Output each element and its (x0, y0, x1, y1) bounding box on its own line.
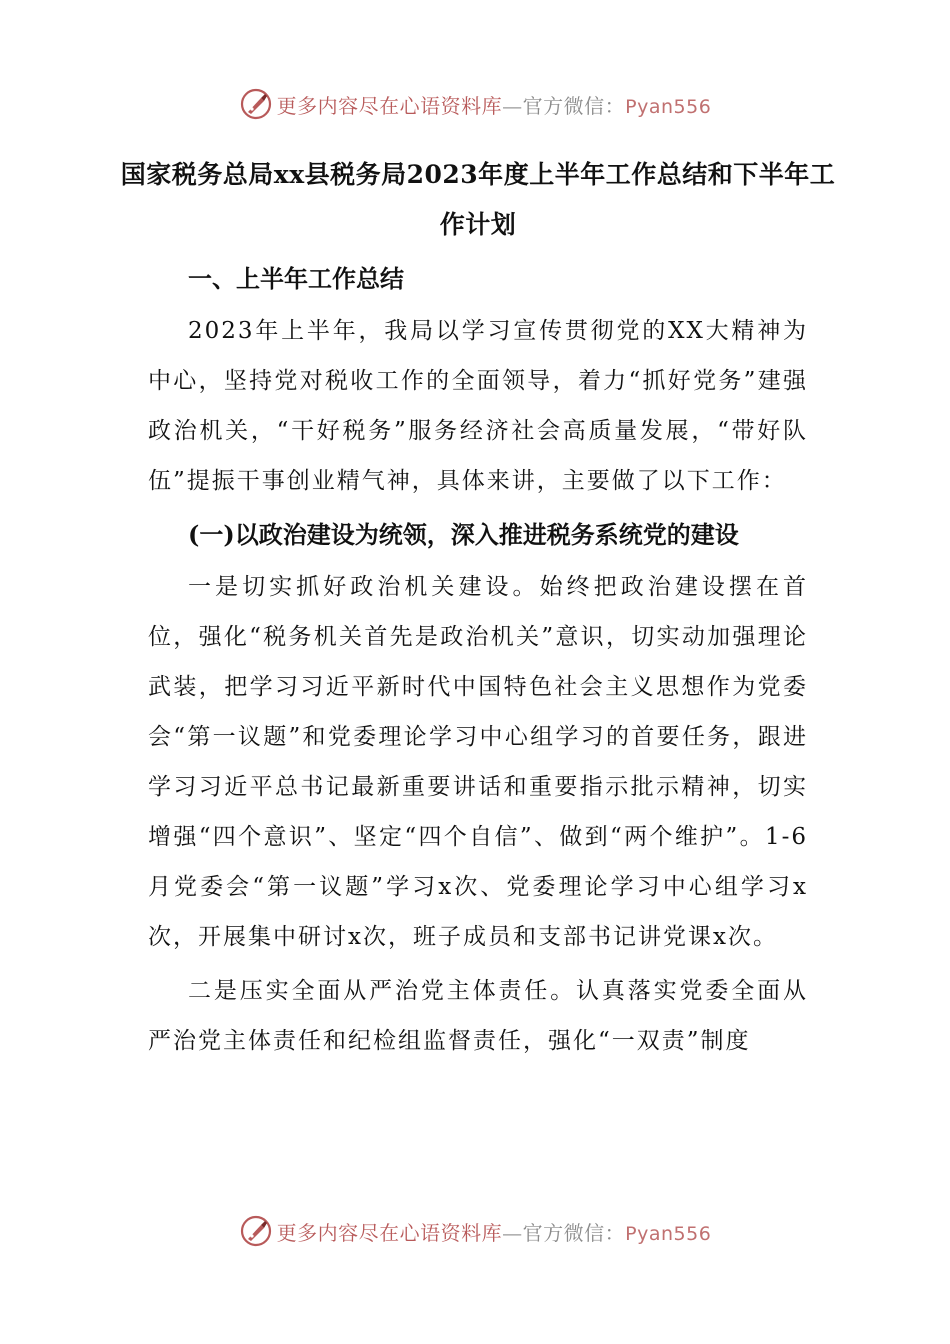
intro-paragraph: 2023年上半年，我局以学习宣传贯彻党的XX大精神为中心，坚持党对税收工作的全面领导，着力“抓好党务”建强政治机关，“干好税务”服务经济社会高质量发展，“带好队伍”提振干事创业精气神，具体来讲，主要做了以下工作： (148, 318, 808, 494)
pen-nib-seal-icon (239, 87, 273, 121)
watermark-official: 官方微信： (522, 93, 626, 118)
document-title: 国家税务总局xx县税务局2023年度上半年工作总结和下半年工作计划 (120, 160, 836, 239)
watermark-header (0, 84, 950, 124)
section-heading: 一、上半年工作总结 (188, 264, 404, 293)
watermark-brand: 更多内容尽在心语资料库 (276, 1220, 503, 1245)
paragraph-party-responsibility: 二是压实全面从严治党主体责任。认真落实党委全面从严治党主体责任和纪检组监督责任，强化“一双责”制度 (148, 978, 808, 1054)
watermark-footer (0, 1211, 950, 1251)
pen-nib-seal-icon (239, 1214, 273, 1248)
paragraph-political-organ: 一是切实抓好政治机关建设。始终把政治建设摆在首位，强化“税务机关首先是政治机关”意识，切实动加强理论武装，把学习习近平新时代中国特色社会主义思想作为党委会“第一议题”和党委理论学习中心组学习的首要任务，跟进学习习近平总书记最新重要讲话和重要指示批示精神，切实增强“四个意识”、坚定“四个自信”、做到“两个维护”。1-6月党委会“第一议题”学习x次、党委理论学习中心组学习x次，开展集中研讨x次，班子成员和支部书记讲党课x次。 (148, 574, 808, 950)
watermark-official: 官方微信： (522, 1220, 626, 1245)
document-body (120, 150, 836, 1070)
subsection-heading: (一)以政治建设为统领，深入推进税务系统党的建设 (188, 520, 739, 549)
watermark-separator: — (502, 1220, 523, 1245)
watermark-id: Pyan556 (625, 95, 712, 118)
watermark-separator: — (502, 93, 523, 118)
watermark-id: Pyan556 (625, 1222, 712, 1245)
watermark-brand: 更多内容尽在心语资料库 (276, 93, 503, 118)
